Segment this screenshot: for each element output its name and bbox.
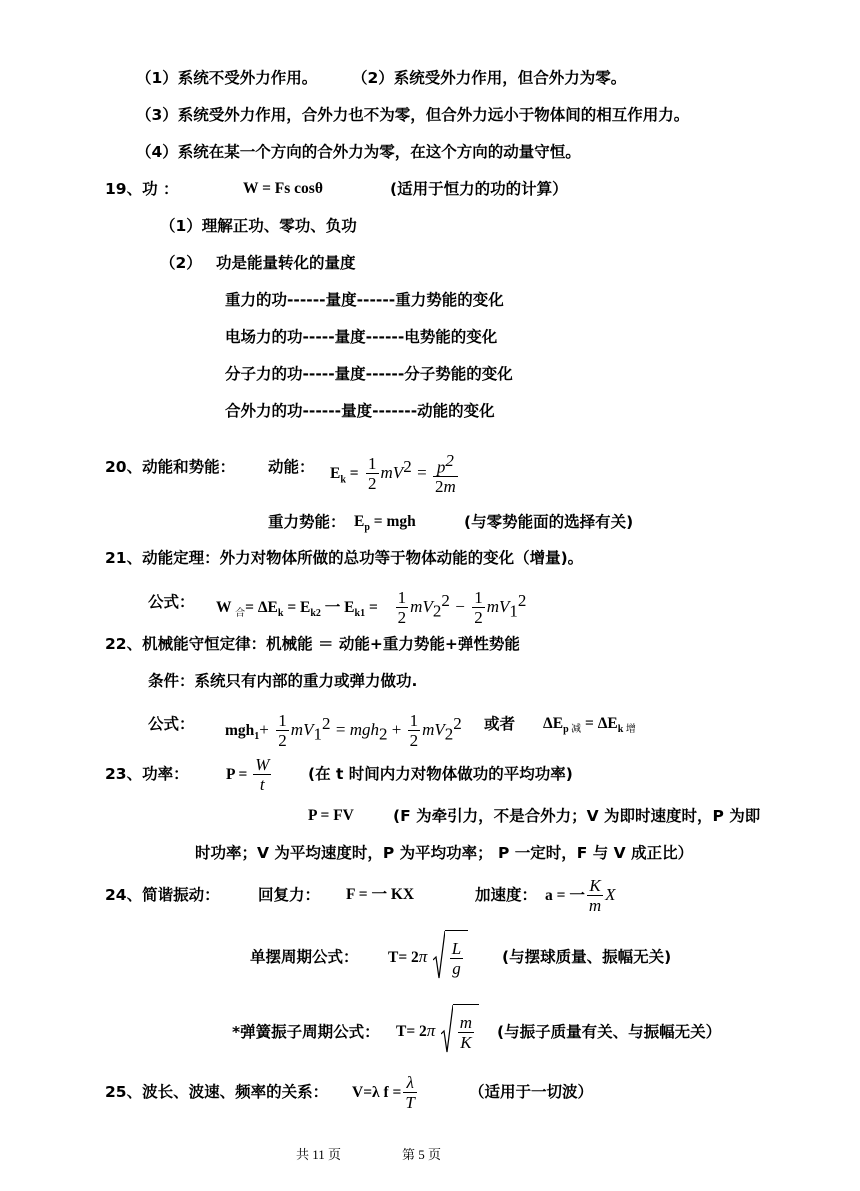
restoring-force-formula: F = 一 KX (346, 886, 415, 903)
potential-energy-label: 重力势能： (268, 513, 346, 531)
wave-formula: V=λ f = $\frac{\lambda}{T}$ (352, 1073, 415, 1112)
acceleration-label: 加速度： (475, 886, 538, 904)
section-19-item-2: 功是能量转化的量度 (216, 254, 356, 272)
section-22-title: 22、机械能守恒定律：机械能 ＝ 动能+重力势能+弹性势能 (105, 635, 520, 653)
work-formula: W = Fs cosθ (243, 180, 323, 197)
section-22-condition: 条件：系统只有内部的重力或弹力做功. (148, 672, 418, 690)
average-power-note: (在 t 时间内力对物体做功的平均功率) (308, 765, 573, 783)
section-21-title: 21、动能定理：外力对物体所做的总功等于物体动能的变化（增量)。 (105, 549, 584, 567)
or-text: 或者 (484, 715, 516, 733)
wave-formula-note: （适用于一切波） (469, 1083, 594, 1101)
average-power-formula: P = $\frac{W}{t}$ (226, 755, 270, 794)
power-note-line-1: (F 为牵引力，不是合外力；V 为即时速度时，P 为即 (393, 807, 761, 825)
section-25-title: 25、波长、波速、频率的关系： (105, 1083, 329, 1101)
section-22-formula-label: 公式： (148, 715, 195, 733)
work-measure-2: 电场力的功-----量度------电势能的变化 (225, 328, 498, 346)
kinetic-theorem-formula: W $_合= \Delta E_k = E_{k2}$ 一 $E_{k1}$ = $\frac{1}{2}$ $mV_2^2$ − $\frac{1}{2}$ $mV_1^2$ (216, 588, 527, 628)
footer-page-number: 第 5 页 (402, 1147, 442, 1162)
pendulum-period-note: (与摆球质量、振幅无关) (502, 948, 672, 966)
work-measure-4: 合外力的功------量度-------动能的变化 (225, 402, 495, 420)
section-23-title: 23、功率： (105, 765, 189, 783)
spring-period-formula: T= 2π $\frac{m}{K}$ (396, 1004, 479, 1059)
energy-change-formula: $\Delta E_{p 减} = \Delta E_{k 增}$ (543, 715, 636, 736)
kinetic-energy-formula: $E_k$ = $\frac{1}{2}$ $mV^2$ = $\frac{p^2}{2m}$ (330, 450, 456, 497)
section-21-formula-label: 公式： (148, 593, 195, 611)
potential-energy-note: (与零势能面的选择有关) (464, 513, 634, 531)
section-19-item-1: （1）理解正功、零功、负功 (160, 217, 357, 235)
work-measure-1: 重力的功------量度------重力势能的变化 (225, 291, 504, 309)
section-24-title: 24、简谐振动： (105, 886, 220, 904)
condition-2: （2）系统受外力作用，但合外力为零。 (352, 69, 627, 87)
work-measure-3: 分子力的功-----量度------分子势能的变化 (225, 365, 513, 383)
acceleration-formula: a = 一 $\frac{K}{m}$ X (545, 876, 616, 915)
spring-period-note: (与振子质量有关、与振幅无关） (497, 1023, 722, 1041)
energy-conservation-formula: mgh$_1$+ $\frac{1}{2}$ $mV_1^2 = mgh_2$ + $\frac{1}{2}$ $mV_2^2$ (225, 711, 462, 751)
pendulum-period-formula: T= 2π $\frac{L}{g}$ (388, 930, 468, 985)
work-formula-note: (适用于恒力的功的计算） (390, 180, 568, 198)
section-19-title: 19、功 ： (105, 180, 179, 198)
spring-period-label: *弹簧振子周期公式： (232, 1023, 380, 1041)
pendulum-period-label: 单摆周期公式： (250, 948, 359, 966)
kinetic-energy-label: 动能： (268, 458, 315, 476)
power-note-line-2: 时功率；V 为平均速度时，P 为平均功率； P 一定时，F 与 V 成正比） (195, 844, 694, 862)
restoring-force-label: 回复力： (258, 886, 321, 904)
potential-energy-formula: $E_p$ = mgh (354, 513, 416, 534)
condition-4: （4）系统在某一个方向的合外力为零，在这个方向的动量守恒。 (136, 143, 581, 161)
footer-total-pages: 共 11 页 (296, 1147, 342, 1162)
power-pfv-formula: P = FV (308, 807, 354, 824)
section-20-title: 20、动能和势能： (105, 458, 236, 476)
condition-3: （3）系统受外力作用，合外力也不为零，但合外力远小于物体间的相互作用力。 (136, 106, 690, 124)
section-19-item-2-num: （2） (160, 254, 202, 272)
condition-1: （1）系统不受外力作用。 (136, 69, 318, 87)
